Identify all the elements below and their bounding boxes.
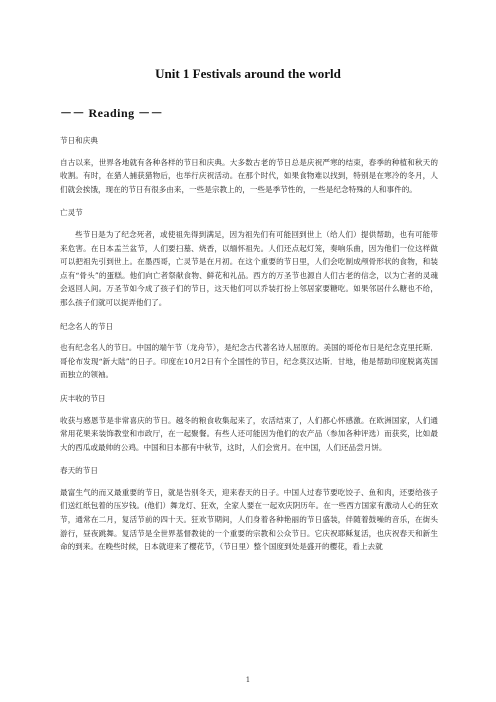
section-heading: 节日和庆典 [60, 136, 98, 145]
section-paragraph: 收获与感恩节是非常喜庆的节日。越冬的粮食收集起来了，农活结束了，人们都心怀感激。在欧洲国家，人们通常用花果来装饰教堂和市政厅，在一起聚餐。有些人还可能因为他们的农产品（参加各种评选）而获奖，比如最大的西瓜或最帅的公鸡。中国和日本都有中秋节，这时，人们会赏月。在中国，人们还品尝月饼。 [60, 415, 438, 452]
unit-title: Unit 1 Festivals around the world [155, 66, 341, 81]
section-paragraph: 也有纪念名人的节日。中国的端午节（龙舟节），是纪念古代著名诗人屈原的。美国的哥伦布日是纪念克里托斯．哥伦布发现“新大陆”的日子。印度在10月2日有个全国性的节日，纪念莫汉达斯．甘地，他是帮助印度脱离英国而独立的领袖。 [60, 343, 438, 380]
section-heading: 春天的节日 [60, 466, 98, 476]
section-paragraph: 最富生气的而又最重要的节日，就是告别冬天，迎来春天的日子。中国人过春节要吃饺子、鱼和肉，还要给孩子们送红纸包着的压岁钱。(他们）舞龙灯、狂欢，全家人要在一起欢庆阴历年。在一些西方国家有激动人心的狂欢节，通常在二月，复活节前的四十天。狂欢节期间，人们身着各种艳丽的节日盛装，伴随着鼓噪的音乐，在街头游行，昼夜跳舞。复活节是全世界基督教徒的一个重要的宗教和公众节日。它庆祝耶稣复活，也庆祝春天和新生命的到来。在晚些时候，日本就迎来了樱花节，（节日里）整个国度到处是盛开的樱花，看上去就 [60, 487, 438, 552]
section-paragraph: 自古以来，世界各地就有各种各样的节日和庆典。大多数古老的节日总是庆祝严寒的结束，春季的种植和秋天的收割。有时，在猎人捕获猎物后，也举行庆祝活动。在那个时代，如果食物难以找到，特别是在寒冷的冬月，人们就会挨饿，现在的节日有很多由来，一些是宗教上的，一些是季节性的，一些是纪念特殊的人和事件的。 [60, 157, 438, 194]
section-heading: 亡灵节 [60, 208, 83, 218]
section-heading: 纪念名人的节日 [60, 321, 114, 331]
reading-subtitle: －－ Reading －－ [60, 106, 164, 120]
document-body [60, 134, 438, 564]
section-paragraph: 些节日是为了纪念死者，或使祖先得到满足，因为祖先们有可能回到世上（给人们）提供帮助，也有可能带来危害。在日本盂兰盆节，人们要扫墓、烧香，以缅怀祖先。人们还点起灯笼，奏响乐曲，因为他们一位这样做可以把祖先引到世上。在墨西哥，亡灵节是在月初。在这个重要的节日里，人们会吃制成颅骨形状的食物，和装点有“骨头”的蛋糕。他们向亡者祭献食物、鲜花和礼品。西方的万圣节也源自人们古老的信念，以为亡者的灵魂会返回人间。万圣节如今成了孩子们的节日，这天他们可以乔装打扮上邻居家要糖吃。如果邻居什么糖也不给，那么孩子们就可以捉弄他们了。 [60, 229, 438, 307]
section-heading: 庆丰收的节日 [60, 393, 106, 403]
page-number: 1 [245, 676, 251, 684]
